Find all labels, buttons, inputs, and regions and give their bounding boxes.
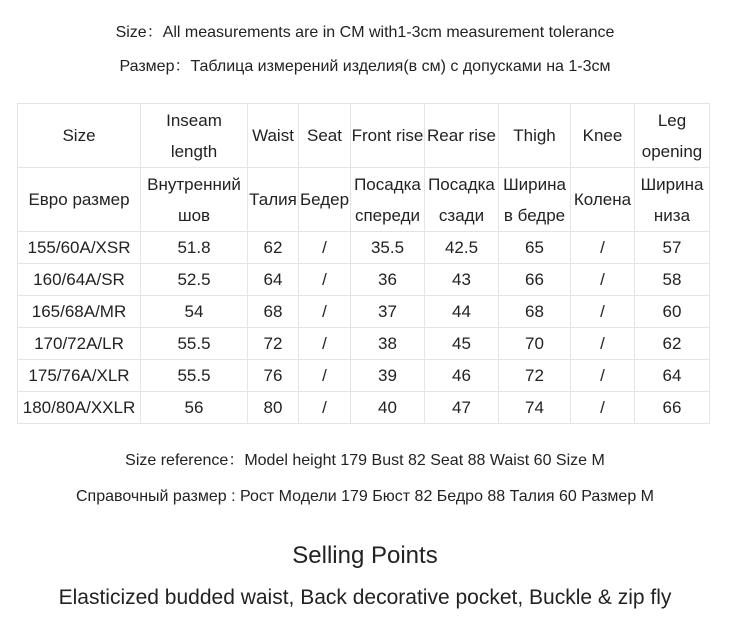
table-cell: 55.5: [141, 360, 248, 392]
header-row-ru: [18, 168, 710, 232]
header-cell: Посадка сзади: [425, 168, 499, 232]
size-reference-ru: Справочный размер : Рост Модели 179 Бюст 82 Бедро 88 Талия 60 Размер M: [75, 488, 654, 505]
size-reference-en: Size reference：Model height 179 Bust 82 Seat 88 Waist 60 Size M: [125, 452, 605, 469]
table-cell: /: [299, 360, 351, 392]
table-cell: 160/64A/SR: [18, 264, 141, 296]
header-row-en: [18, 104, 710, 168]
header-cell: Бедер: [299, 168, 351, 232]
table-cell: 65: [499, 232, 571, 264]
table-cell: 60: [635, 296, 710, 328]
header-cell: Евро размер: [18, 168, 141, 232]
table-cell: 70: [499, 328, 571, 360]
table-row: [18, 264, 710, 296]
table-row: [18, 328, 710, 360]
table-cell: /: [571, 296, 635, 328]
header-cell: Колена: [571, 168, 635, 232]
table-cell: 66: [635, 392, 710, 424]
selling-points-title: Selling Points: [292, 542, 438, 569]
measurement-note-en: Size：All measurements are in CM with1-3cm measurement tolerance: [115, 24, 615, 41]
table-cell: 62: [635, 328, 710, 360]
table-cell: 62: [248, 232, 299, 264]
table-cell: 76: [248, 360, 299, 392]
table-row: [18, 232, 710, 264]
table-cell: /: [299, 328, 351, 360]
table-cell: 44: [425, 296, 499, 328]
table-cell: 36: [351, 264, 425, 296]
header-cell: Rear rise: [425, 104, 499, 168]
header-cell: Size: [18, 104, 141, 168]
header-cell: Seat: [299, 104, 351, 168]
table-cell: 37: [351, 296, 425, 328]
table-cell: /: [571, 360, 635, 392]
table-cell: 80: [248, 392, 299, 424]
table-cell: /: [571, 328, 635, 360]
header-cell: Waist: [248, 104, 299, 168]
table-cell: 47: [425, 392, 499, 424]
header-cell: Thigh: [499, 104, 571, 168]
table-row: [18, 360, 710, 392]
table-cell: 64: [635, 360, 710, 392]
table-cell: 155/60A/XSR: [18, 232, 141, 264]
table-cell: 64: [248, 264, 299, 296]
measurement-note-ru: Размер：Таблица измерений изделия(в см) с допусками на 1-3см: [119, 58, 611, 75]
table-cell: 35.5: [351, 232, 425, 264]
table-cell: 57: [635, 232, 710, 264]
table-cell: 54: [141, 296, 248, 328]
table-cell: /: [299, 392, 351, 424]
size-table: [17, 103, 710, 424]
table-cell: 51.8: [141, 232, 248, 264]
table-cell: 52.5: [141, 264, 248, 296]
table-cell: /: [571, 264, 635, 296]
table-cell: /: [299, 296, 351, 328]
header-cell: Посадка спереди: [351, 168, 425, 232]
table-cell: 56: [141, 392, 248, 424]
header-cell: Ширина низа: [635, 168, 710, 232]
table-cell: 43: [425, 264, 499, 296]
header-cell: Ширина в бедре: [499, 168, 571, 232]
table-cell: /: [299, 264, 351, 296]
table-cell: 68: [248, 296, 299, 328]
table-cell: 45: [425, 328, 499, 360]
table-cell: 72: [248, 328, 299, 360]
table-cell: 180/80A/XXLR: [18, 392, 141, 424]
header-cell: Талия: [248, 168, 299, 232]
table-cell: 58: [635, 264, 710, 296]
table-cell: 68: [499, 296, 571, 328]
table-cell: 74: [499, 392, 571, 424]
header-cell: Leg opening: [635, 104, 710, 168]
table-cell: 165/68A/MR: [18, 296, 141, 328]
table-cell: 38: [351, 328, 425, 360]
table-cell: /: [299, 232, 351, 264]
table-cell: 66: [499, 264, 571, 296]
table-cell: 170/72A/LR: [18, 328, 141, 360]
table-cell: /: [571, 392, 635, 424]
table-cell: /: [571, 232, 635, 264]
header-cell: Knee: [571, 104, 635, 168]
table-cell: 55.5: [141, 328, 248, 360]
table-row: [18, 392, 710, 424]
table-cell: 46: [425, 360, 499, 392]
table-row: [18, 296, 710, 328]
table-cell: 72: [499, 360, 571, 392]
table-cell: 175/76A/XLR: [18, 360, 141, 392]
table-cell: 40: [351, 392, 425, 424]
header-cell: Front rise: [351, 104, 425, 168]
header-cell: Inseam length: [141, 104, 248, 168]
table-cell: 42.5: [425, 232, 499, 264]
header-cell: Внутренний шов: [141, 168, 248, 232]
table-cell: 39: [351, 360, 425, 392]
selling-points-text: Elasticized budded waist, Back decorative pocket, Buckle & zip fly: [58, 586, 672, 609]
